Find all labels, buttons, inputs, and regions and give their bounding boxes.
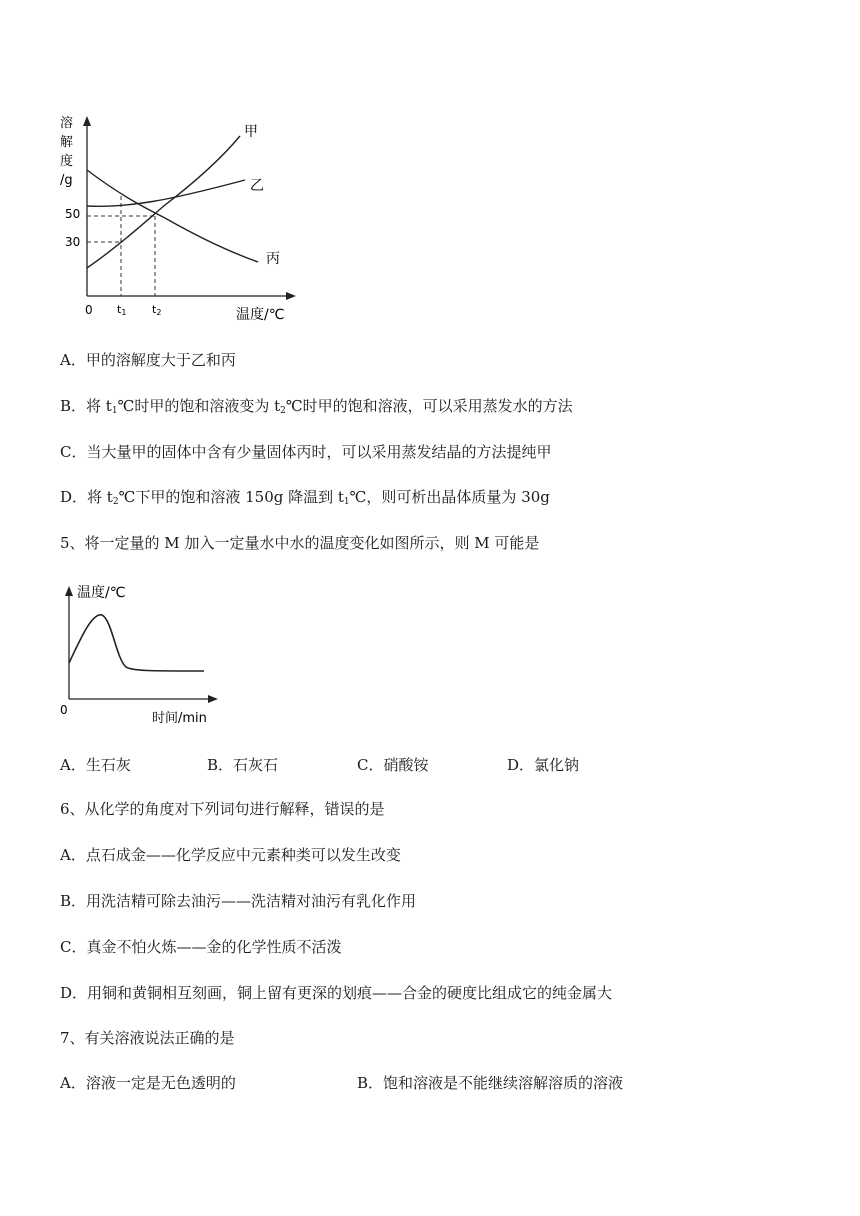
series-jia-line xyxy=(87,136,240,268)
origin-label: 0 xyxy=(60,703,68,717)
q5-option-d: D．氯化钠 xyxy=(507,756,580,774)
q5-option-a: A．生石灰 xyxy=(60,756,131,774)
x-axis-label: 温度/℃ xyxy=(236,307,285,323)
q6-option-b: B．用洗洁精可除去油污——洗洁精对油污有乳化作用 xyxy=(60,892,417,910)
q4-option-a: A．甲的溶解度大于乙和丙 xyxy=(60,351,236,369)
y-label-char-3: 度 xyxy=(60,154,74,169)
series-label-bing: 丙 xyxy=(266,251,280,267)
x-axis-label: 时间/min xyxy=(152,711,207,726)
q7-option-a: A．溶液一定是无色透明的 xyxy=(60,1074,236,1092)
x-tick-label-t1: t1 xyxy=(117,303,127,317)
guide-lines xyxy=(87,196,155,296)
y-tick-label: 30 xyxy=(65,235,81,249)
q4-option-d: D．将 $t_2℃$下甲的饱和溶液 150g 降温到 $t_1℃$，则可析出晶体质量为 30g xyxy=(60,488,550,507)
x-axis-arrow xyxy=(208,695,218,703)
y-label-char-4: /g xyxy=(60,173,73,188)
q7-stem: 7、有关溶液说法正确的是 xyxy=(60,1029,235,1047)
q6-option-a: A．点石成金——化学反应中元素种类可以发生改变 xyxy=(60,846,401,864)
series-yi-line xyxy=(87,180,245,206)
q6-option-c: C．真金不怕火炼——金的化学性质不活泼 xyxy=(60,938,342,956)
q6-stem: 6、从化学的角度对下列词句进行解释，错误的是 xyxy=(60,800,385,818)
y-label-char-2: 解 xyxy=(60,135,74,150)
x-tick-label-t2: t2 xyxy=(152,303,162,317)
q5-stem: 5、将一定量的 M 加入一定量水中水的温度变化如图所示，则 M 可能是 xyxy=(60,534,540,552)
x-axis-arrow xyxy=(286,292,296,300)
temperature-chart xyxy=(55,575,225,730)
y-label-char-1: 溶 xyxy=(60,116,74,131)
q7-option-b: B．饱和溶液是不能继续溶解溶质的溶液 xyxy=(357,1074,624,1092)
y-axis-label: 温度/℃ xyxy=(77,585,126,601)
solubility-chart xyxy=(55,110,305,325)
temperature-curve xyxy=(69,615,204,671)
q5-option-c: C．硝酸铵 xyxy=(357,756,429,774)
q5-option-b: B．石灰石 xyxy=(207,756,279,774)
y-axis-arrow xyxy=(65,586,73,596)
y-axis-arrow xyxy=(83,116,91,126)
series-label-jia: 甲 xyxy=(244,124,258,140)
series-label-yi: 乙 xyxy=(250,178,264,194)
origin-label: 0 xyxy=(85,303,93,317)
q4-option-c: C．当大量甲的固体中含有少量固体丙时，可以采用蒸发结晶的方法提纯甲 xyxy=(60,443,552,461)
q6-option-d: D．用铜和黄铜相互刻画，铜上留有更深的划痕——合金的硬度比组成它的纯金属大 xyxy=(60,984,613,1002)
y-tick-label: 50 xyxy=(65,207,81,221)
q4-option-b: B．将 $t_1℃$时甲的饱和溶液变为 $t_2℃$时甲的饱和溶液，可以采用蒸发水的方法 xyxy=(60,397,573,416)
